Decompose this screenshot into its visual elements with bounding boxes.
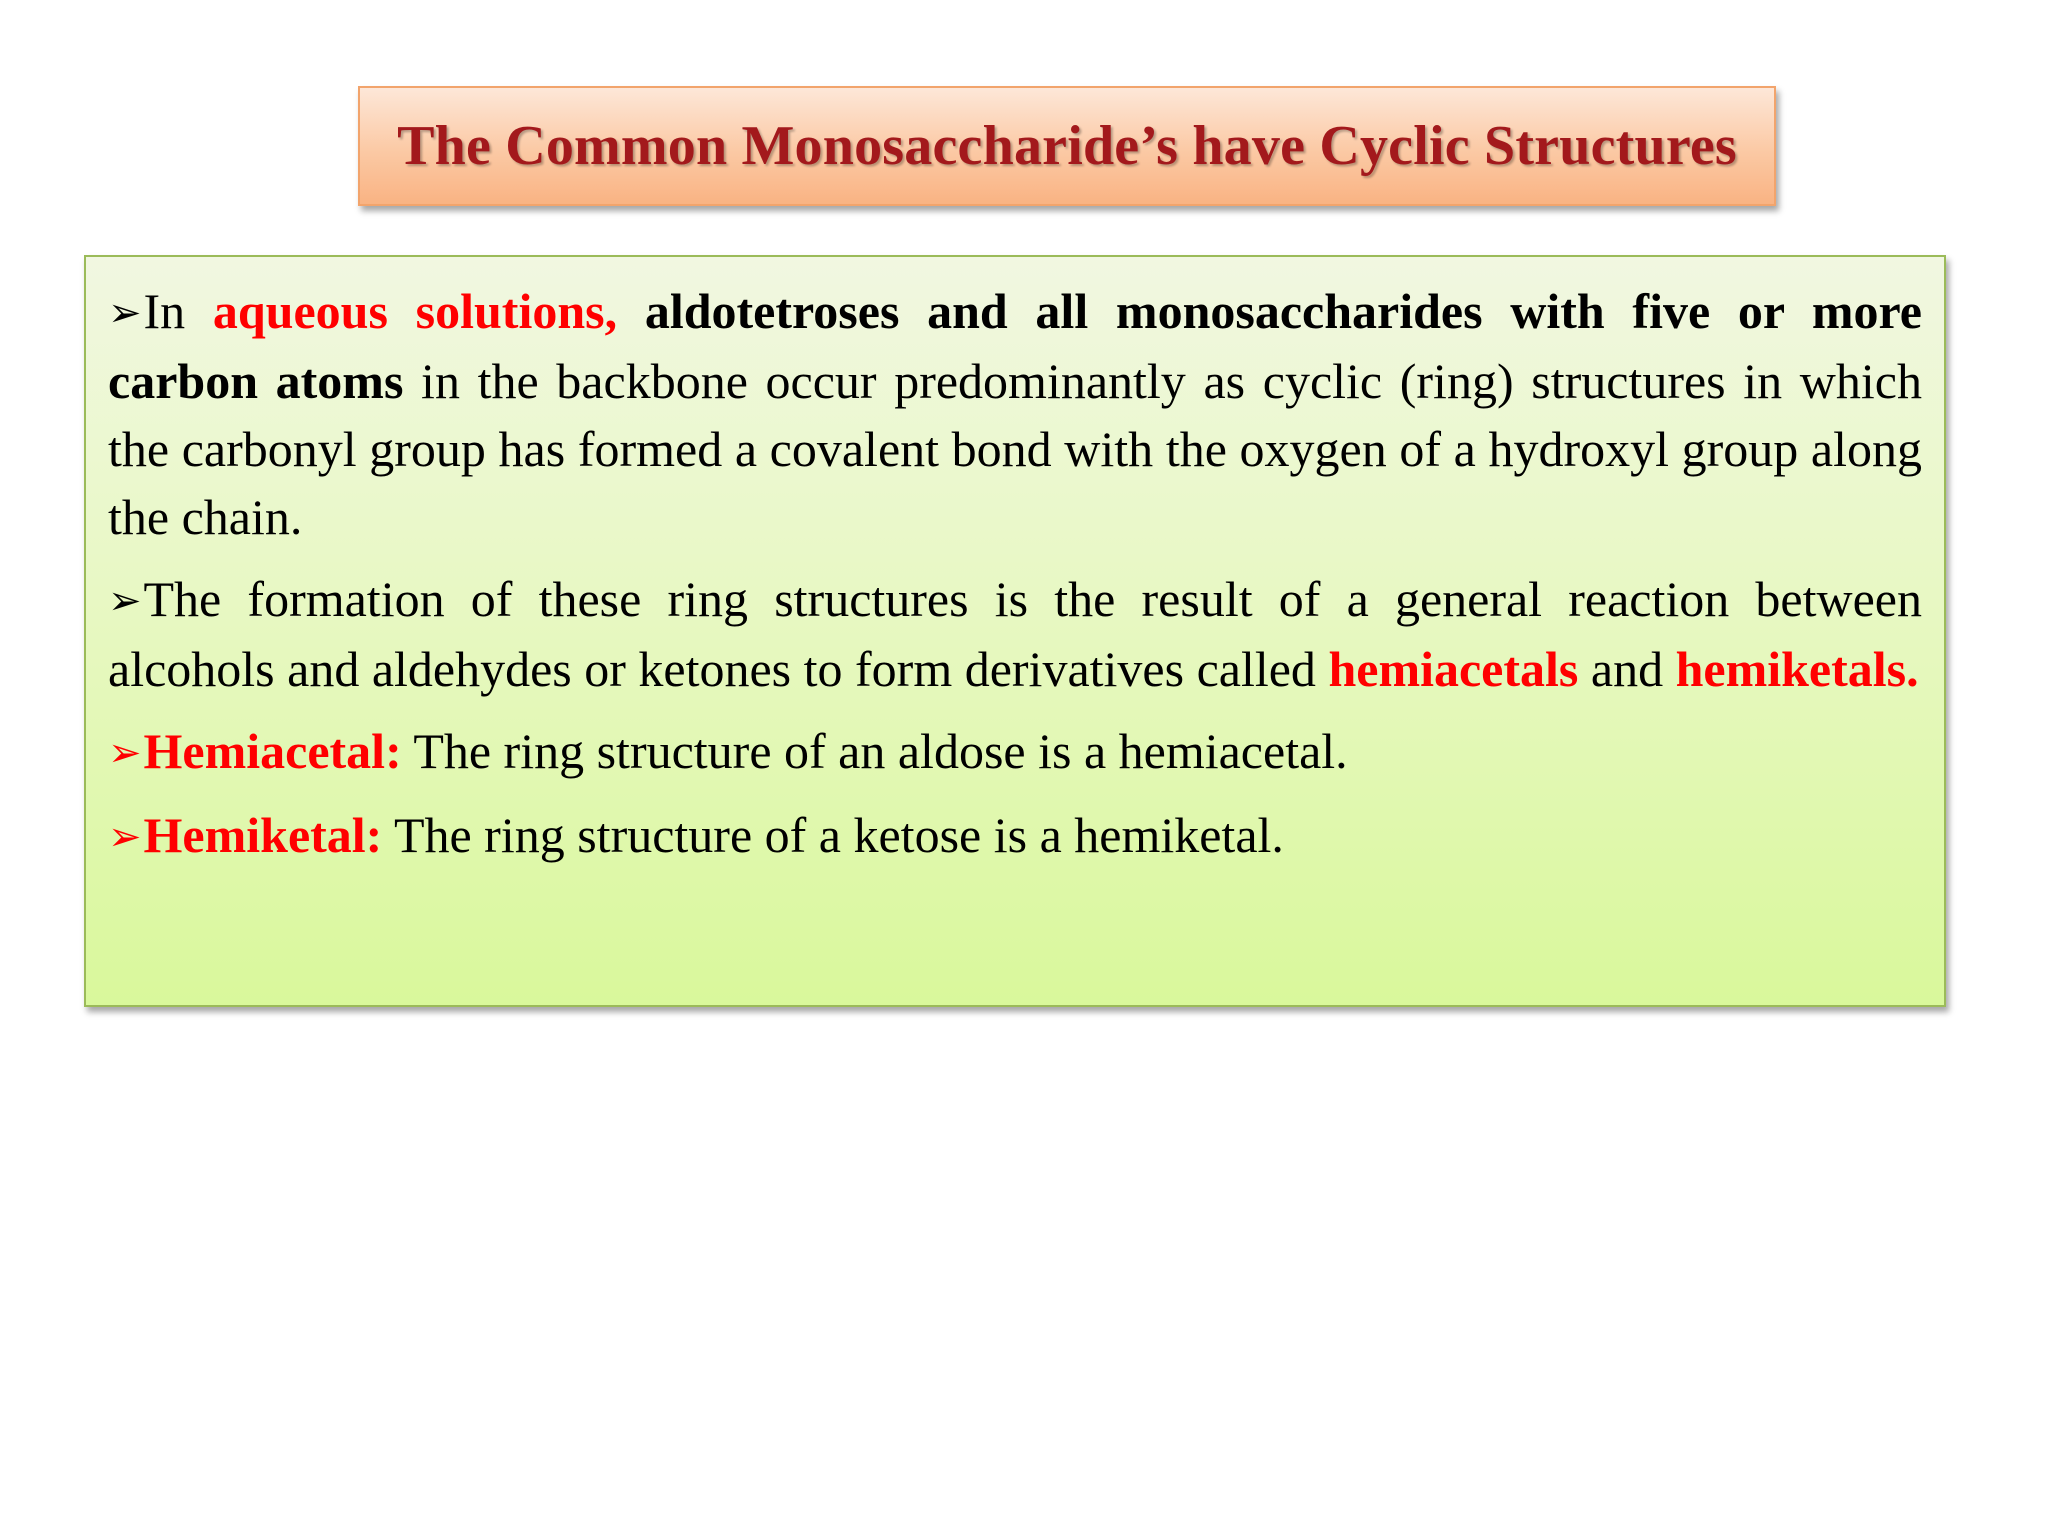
bullet-hemiketal-definition: ➢Hemiketal: The ring structure of a ketose is a hemiketal. [108,801,1922,871]
term-hemiketal: Hemiketal: [143,807,383,863]
bullet-hemiacetal-definition: ➢Hemiacetal: The ring structure of an aldose is a hemiacetal. [108,717,1922,787]
highlight-aqueous-solutions: aqueous solutions, [212,283,618,339]
term-hemiacetal: Hemiacetal: [143,723,402,779]
arrow-bullet-icon: ➢ [108,578,142,624]
highlight-hemiacetals: hemiacetals [1328,641,1579,697]
highlight-hemiketals: hemiketals. [1675,641,1919,697]
content-panel [84,255,1946,1007]
arrow-bullet-icon: ➢ [108,730,142,776]
bullet-aqueous-solutions: ➢In aqueous solutions, aldotetroses and all monosaccharides with five or more carbon atoms in the backbone occur predominantly as cyclic (ring) structures in which the carbonyl group has formed a covalent bond with the oxygen of a hydroxyl group along the chain. [108,277,1922,551]
slide-title-banner [358,86,1776,206]
arrow-bullet-icon: ➢ [108,290,142,336]
bold-aldotetroses: aldotetroses and all monosaccharides with five or more carbon atoms [108,283,1922,409]
arrow-bullet-icon: ➢ [108,814,142,860]
bullet-ring-formation: ➢The formation of these ring structures is the result of a general reaction between alcohols and aldehydes or ketones to form derivatives called hemiacetals and hemiketals. [108,565,1922,703]
slide-title: The Common Monosaccharide’s have Cyclic Structures [397,115,1737,177]
